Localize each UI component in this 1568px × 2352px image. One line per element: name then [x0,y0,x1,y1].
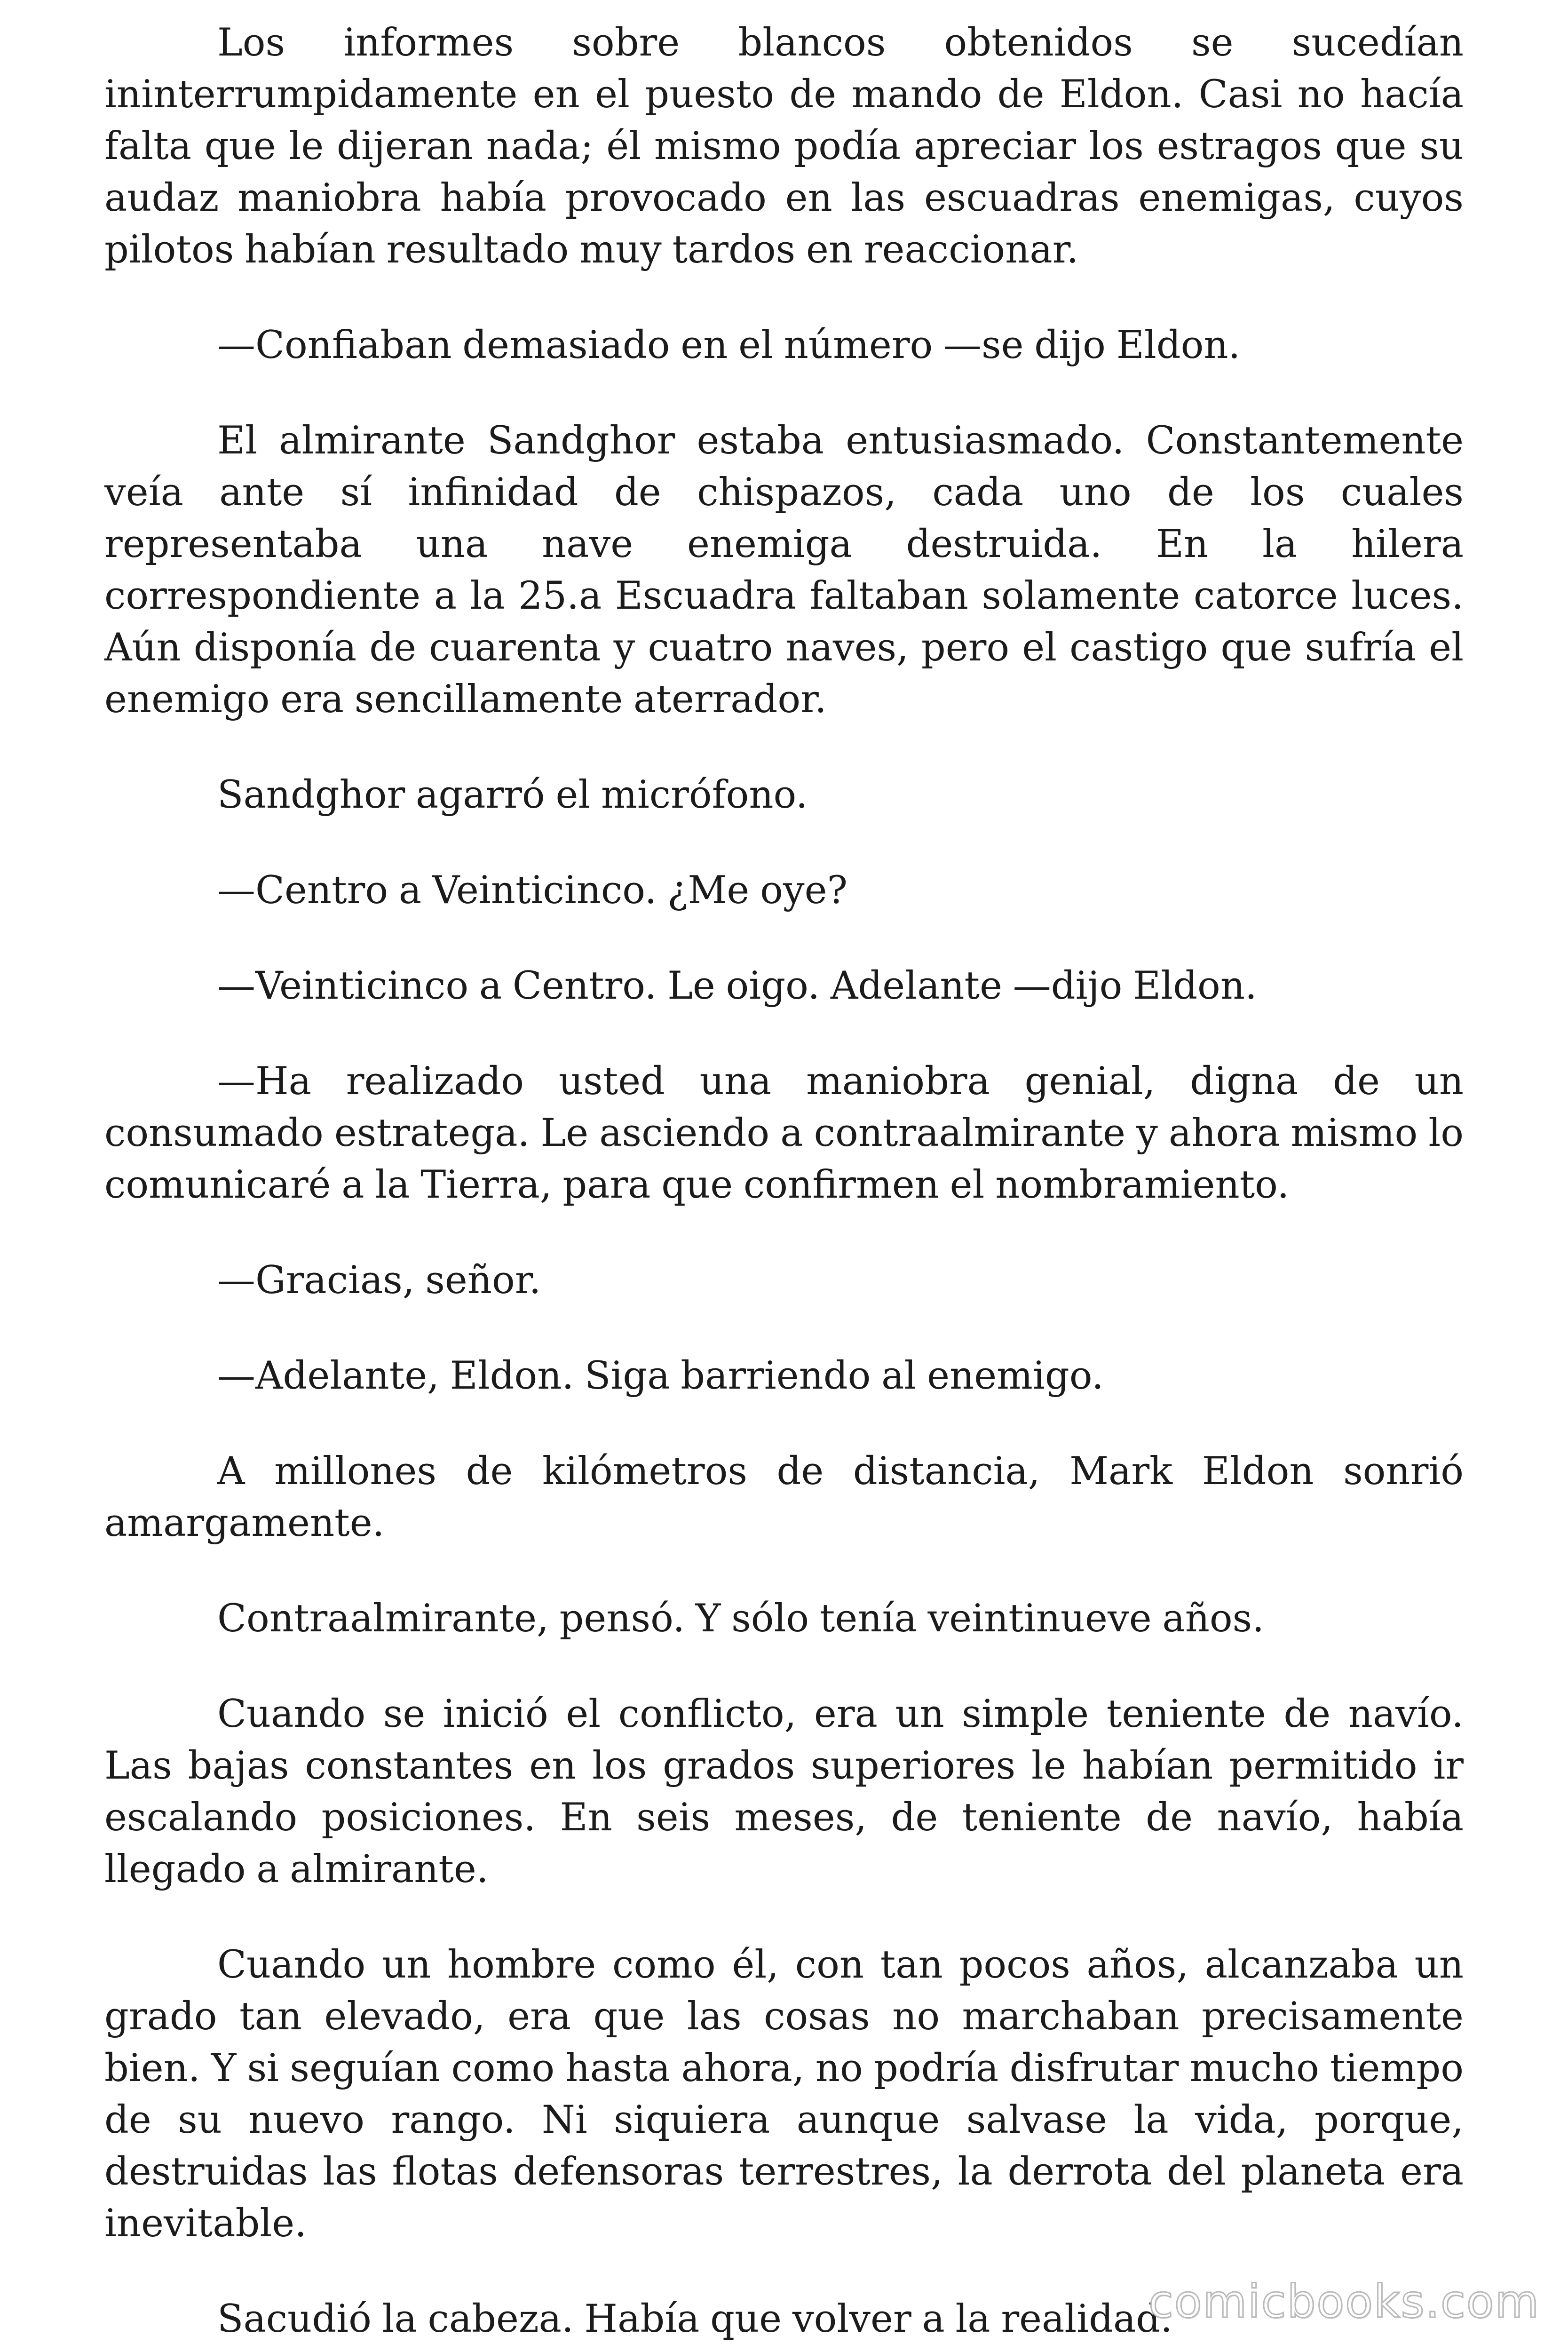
paragraph: Sandghor agarró el micrófono. [217,773,808,817]
paragraph: A millones de kilómetros de distancia, Mark Eldon sonrió amargamente. [104,1449,1464,1545]
paragraph: —Gracias, señor. [217,1258,541,1303]
paragraph: Cuando un hombre como él, con tan pocos años, alcanzaba un grado tan elevado, era que las cosas no marchaban precisamente bien. Y si seguían como hasta ahora, no podría disfrutar mucho tiempo de su nuevo rango. Ni siquiera aunque salvase la vida, porque, destruidas las flotas defensoras terrestres, la derrota del planeta era inevitable. [104,1943,1464,2246]
paragraph: —Ha realizado usted una maniobra genial, digna de un consumado estratega. Le asciendo a contraalmirante y ahora mismo lo comunicaré a la Tierra, para que confirmen el nombramiento. [104,1059,1464,1207]
paragraph: Cuando se inició el conflicto, era un simple teniente de navío. Las bajas constantes en los grados superiores le habían permitido ir escalando posiciones. En seis meses, de teniente de navío, había llegado a almirante. [104,1692,1464,1891]
paragraph: —Centro a Veinticinco. ¿Me oye? [217,868,848,913]
paragraph: Contraalmirante, pensó. Y sólo tenía veintinueve años. [217,1597,1264,1641]
paragraph: —Confiaban demasiado en el número —se dijo Eldon. [217,323,1241,367]
watermark: comicbooks.com [1148,2275,1540,2328]
paragraph: —Adelante, Eldon. Siga barriendo al enemigo. [217,1354,1104,1398]
paragraph: Los informes sobre blancos obtenidos se sucedían ininterrumpidamente en el puesto de mando de Eldon. Casi no hacía falta que le dijeran nada; él mismo podía apreciar los estragos que su audaz maniobra había provocado en las escuadras enemigas, cuyos pilotos habían resultado muy tardos en reaccionar. [104,21,1464,272]
paragraph: El almirante Sandghor estaba entusiasmado. Constantemente veía ante sí infinidad de chispazos, cada uno de los cuales representaba una nave enemiga destruida. En la hilera correspondiente a la 25.a Escuadra faltaban solamente catorce luces. Aún disponía de cuarenta y cuatro naves, pero el castigo que sufría el enemigo era sencillamente aterrador. [104,419,1464,722]
book-page-text [104,17,1464,2345]
paragraph: Sacudió la cabeza. Había que volver a la realidad. [217,2297,1172,2341]
paragraph: —Veinticinco a Centro. Le oigo. Adelante —dijo Eldon. [217,964,1257,1008]
